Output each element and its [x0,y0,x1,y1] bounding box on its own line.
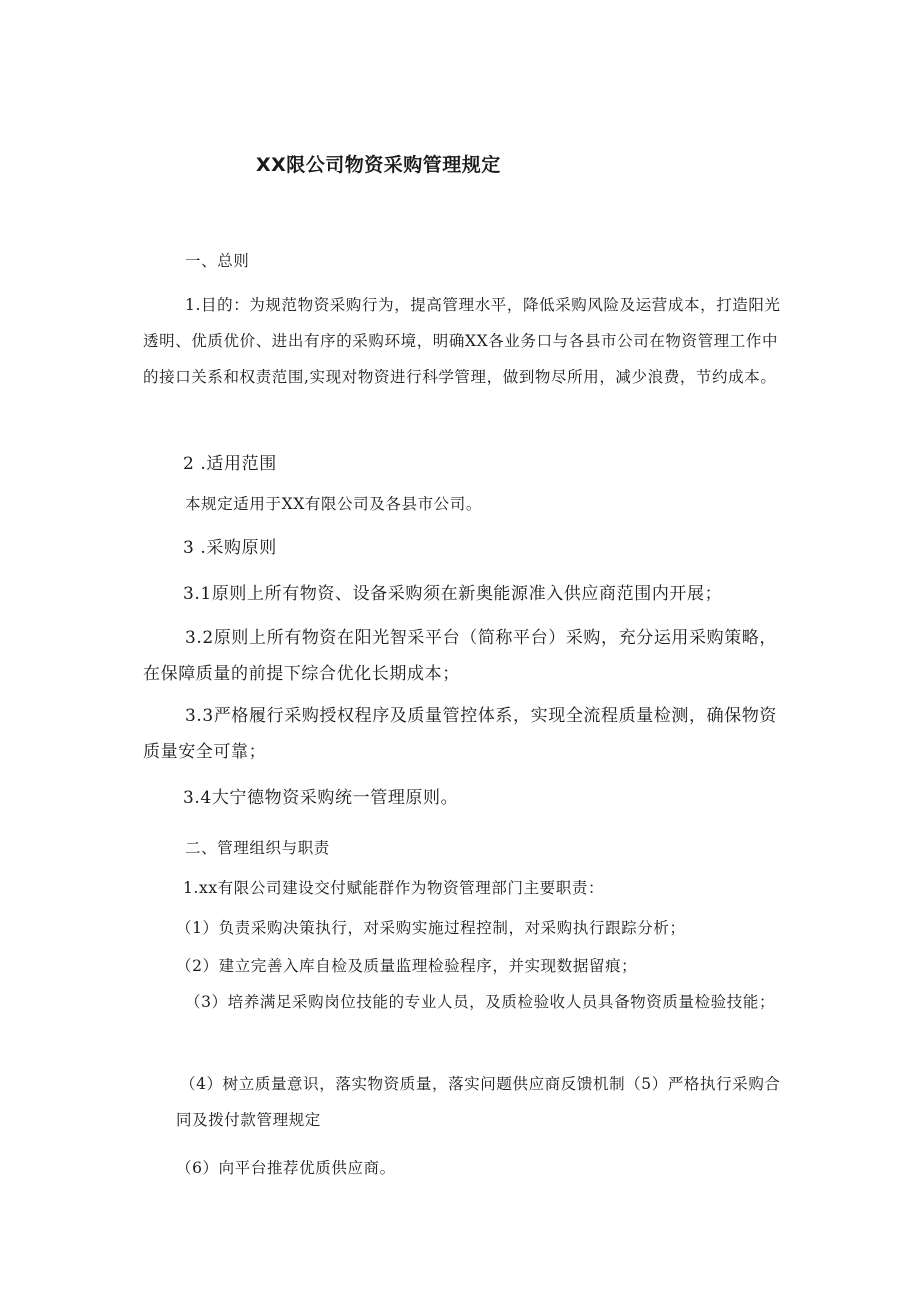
document-title: XX限公司物资采购管理规定 [256,154,501,176]
principle-3-2: 3.2原则上所有物资在阳光智采平台（简称平台）采购，充分运用采购策略，在保障质量的前提下综合优化长期成本； [143,628,778,684]
heading-principles: 3 .采购原则 [183,538,277,558]
paragraph-duties-intro: 1.xx有限公司建设交付赋能群作为物资管理部门主要职责： [183,879,605,897]
paragraph-scope: 本规定适用于XX有限公司及各县市公司。 [185,495,482,513]
paragraph-purpose: 1.目的：为规范物资采购行为，提高管理水平，降低采购风险及运营成本，打造阳光透明、优质优价、进出有序的采购环境，明确XX各业务口与各县市公司在物资管理工作中的接口关系和权责范围,实现对物资进行科学管理，做到物尽所用，减少浪费，节约成本。 [143,296,781,386]
duty-item-2: （2）建立完善入库自检及质量监理检验程序，并实现数据留痕； [176,957,638,975]
duty-item-4-5: （4）树立质量意识，落实物资质量，落实问题供应商反馈机制（5）严格执行采购合同及拨付款管理规定 [176,1075,781,1129]
duty-item-1: （1）负责采购决策执行，对采购实施过程控制，对采购执行跟踪分析； [176,919,686,937]
duty-item-3: （3）培养满足采购岗位技能的专业人员，及质检验收人员具备物资质量检验技能； [185,993,776,1011]
section-heading-general: 一、总则 [185,252,250,270]
duty-item-6: （6）向平台推荐优质供应商。 [176,1159,396,1177]
principle-3-3: 3.3严格履行采购授权程序及质量管控体系，实现全流程质量检测，确保物资质量安全可靠； [143,706,778,762]
section-heading-organization: 二、管理组织与职责 [185,839,330,857]
principle-3-4: 3.4大宁德物资采购统一管理原则。 [183,788,459,808]
principle-3-1: 3.1原则上所有物资、设备采购须在新奥能源准入供应商范围内开展； [183,584,723,604]
heading-scope: 2 .适用范围 [183,454,277,474]
